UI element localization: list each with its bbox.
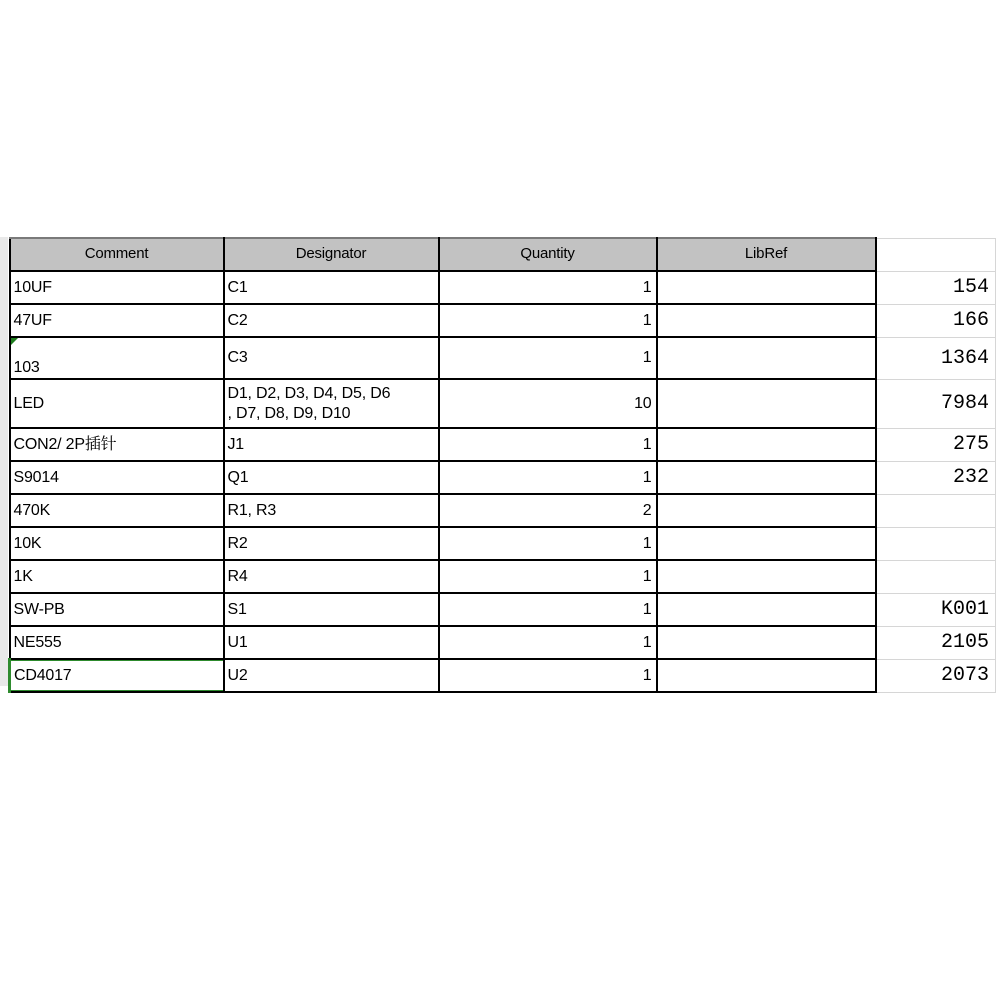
extra-cell[interactable] — [876, 560, 996, 593]
libref-cell[interactable] — [657, 527, 876, 560]
libref-cell[interactable] — [657, 271, 876, 304]
quantity-cell[interactable]: 10 — [439, 379, 657, 428]
designator-cell[interactable]: S1 — [224, 593, 439, 626]
sheet-left-margin — [0, 237, 8, 686]
extra-cell[interactable]: 166 — [876, 304, 996, 337]
comment-text: 103 — [13, 359, 40, 376]
table-row — [10, 304, 996, 337]
column-header-quantity[interactable]: Quantity — [439, 238, 657, 271]
designator-cell[interactable]: C1 — [224, 271, 439, 304]
quantity-cell[interactable]: 1 — [439, 626, 657, 659]
comment-cell[interactable]: NE555 — [10, 626, 224, 659]
libref-cell[interactable] — [657, 337, 876, 379]
extra-cell[interactable]: 2073 — [876, 659, 996, 692]
comment-cell[interactable]: CD4017 — [10, 659, 224, 692]
comment-cell[interactable]: LED — [10, 379, 224, 428]
quantity-cell[interactable]: 1 — [439, 428, 657, 461]
comment-cell[interactable]: 10K — [10, 527, 224, 560]
comment-cell[interactable] — [10, 337, 224, 379]
libref-cell[interactable] — [657, 428, 876, 461]
libref-cell[interactable] — [657, 593, 876, 626]
table-row — [10, 271, 996, 304]
table-row — [10, 593, 996, 626]
designator-cell[interactable]: R4 — [224, 560, 439, 593]
comment-cell[interactable]: S9014 — [10, 461, 224, 494]
designator-cell[interactable]: U1 — [224, 626, 439, 659]
designator-cell[interactable]: R1, R3 — [224, 494, 439, 527]
libref-cell[interactable] — [657, 461, 876, 494]
extra-cell[interactable]: 275 — [876, 428, 996, 461]
designator-cell[interactable]: J1 — [224, 428, 439, 461]
quantity-cell[interactable]: 1 — [439, 659, 657, 692]
quantity-cell[interactable]: 2 — [439, 494, 657, 527]
column-header-designator[interactable]: Designator — [224, 238, 439, 271]
quantity-cell[interactable]: 1 — [439, 304, 657, 337]
quantity-cell[interactable]: 1 — [439, 461, 657, 494]
designator-cell[interactable]: U2 — [224, 659, 439, 692]
quantity-cell[interactable]: 1 — [439, 527, 657, 560]
table-row — [10, 626, 996, 659]
table-row — [10, 379, 996, 428]
libref-cell[interactable] — [657, 304, 876, 337]
quantity-cell[interactable]: 1 — [439, 271, 657, 304]
table-row — [10, 461, 996, 494]
comment-cell[interactable]: 10UF — [10, 271, 224, 304]
table-row — [10, 337, 996, 379]
extra-cell[interactable]: 7984 — [876, 379, 996, 428]
quantity-cell[interactable]: 1 — [439, 560, 657, 593]
header-row — [10, 238, 996, 271]
designator-cell[interactable]: D1, D2, D3, D4, D5, D6 , D7, D8, D9, D10 — [224, 379, 439, 428]
column-header-comment[interactable]: Comment — [10, 238, 224, 271]
quantity-cell[interactable]: 1 — [439, 337, 657, 379]
designator-cell[interactable]: C2 — [224, 304, 439, 337]
designator-cell[interactable]: Q1 — [224, 461, 439, 494]
bom-table-container — [8, 237, 996, 693]
extra-cell[interactable] — [876, 494, 996, 527]
bom-table — [8, 237, 996, 693]
extra-cell[interactable]: 1364 — [876, 337, 996, 379]
comment-cell[interactable]: CON2/ 2P插针 — [10, 428, 224, 461]
table-row — [10, 494, 996, 527]
table-row — [10, 560, 996, 593]
comment-cell[interactable]: 1K — [10, 560, 224, 593]
comment-cell[interactable]: 470K — [10, 494, 224, 527]
libref-cell[interactable] — [657, 626, 876, 659]
column-header-extra[interactable] — [876, 238, 996, 271]
table-row — [10, 428, 996, 461]
libref-cell[interactable] — [657, 659, 876, 692]
extra-cell[interactable]: 2105 — [876, 626, 996, 659]
libref-cell[interactable] — [657, 379, 876, 428]
libref-cell[interactable] — [657, 494, 876, 527]
table-row — [10, 659, 996, 692]
cell-error-indicator-icon — [11, 338, 18, 345]
table-row — [10, 527, 996, 560]
extra-cell[interactable]: 232 — [876, 461, 996, 494]
column-header-libref[interactable]: LibRef — [657, 238, 876, 271]
designator-cell[interactable]: C3 — [224, 337, 439, 379]
comment-cell[interactable]: SW-PB — [10, 593, 224, 626]
comment-cell[interactable]: 47UF — [10, 304, 224, 337]
quantity-cell[interactable]: 1 — [439, 593, 657, 626]
libref-cell[interactable] — [657, 560, 876, 593]
extra-cell[interactable]: 154 — [876, 271, 996, 304]
designator-cell[interactable]: R2 — [224, 527, 439, 560]
extra-cell[interactable]: K001 — [876, 593, 996, 626]
extra-cell[interactable] — [876, 527, 996, 560]
